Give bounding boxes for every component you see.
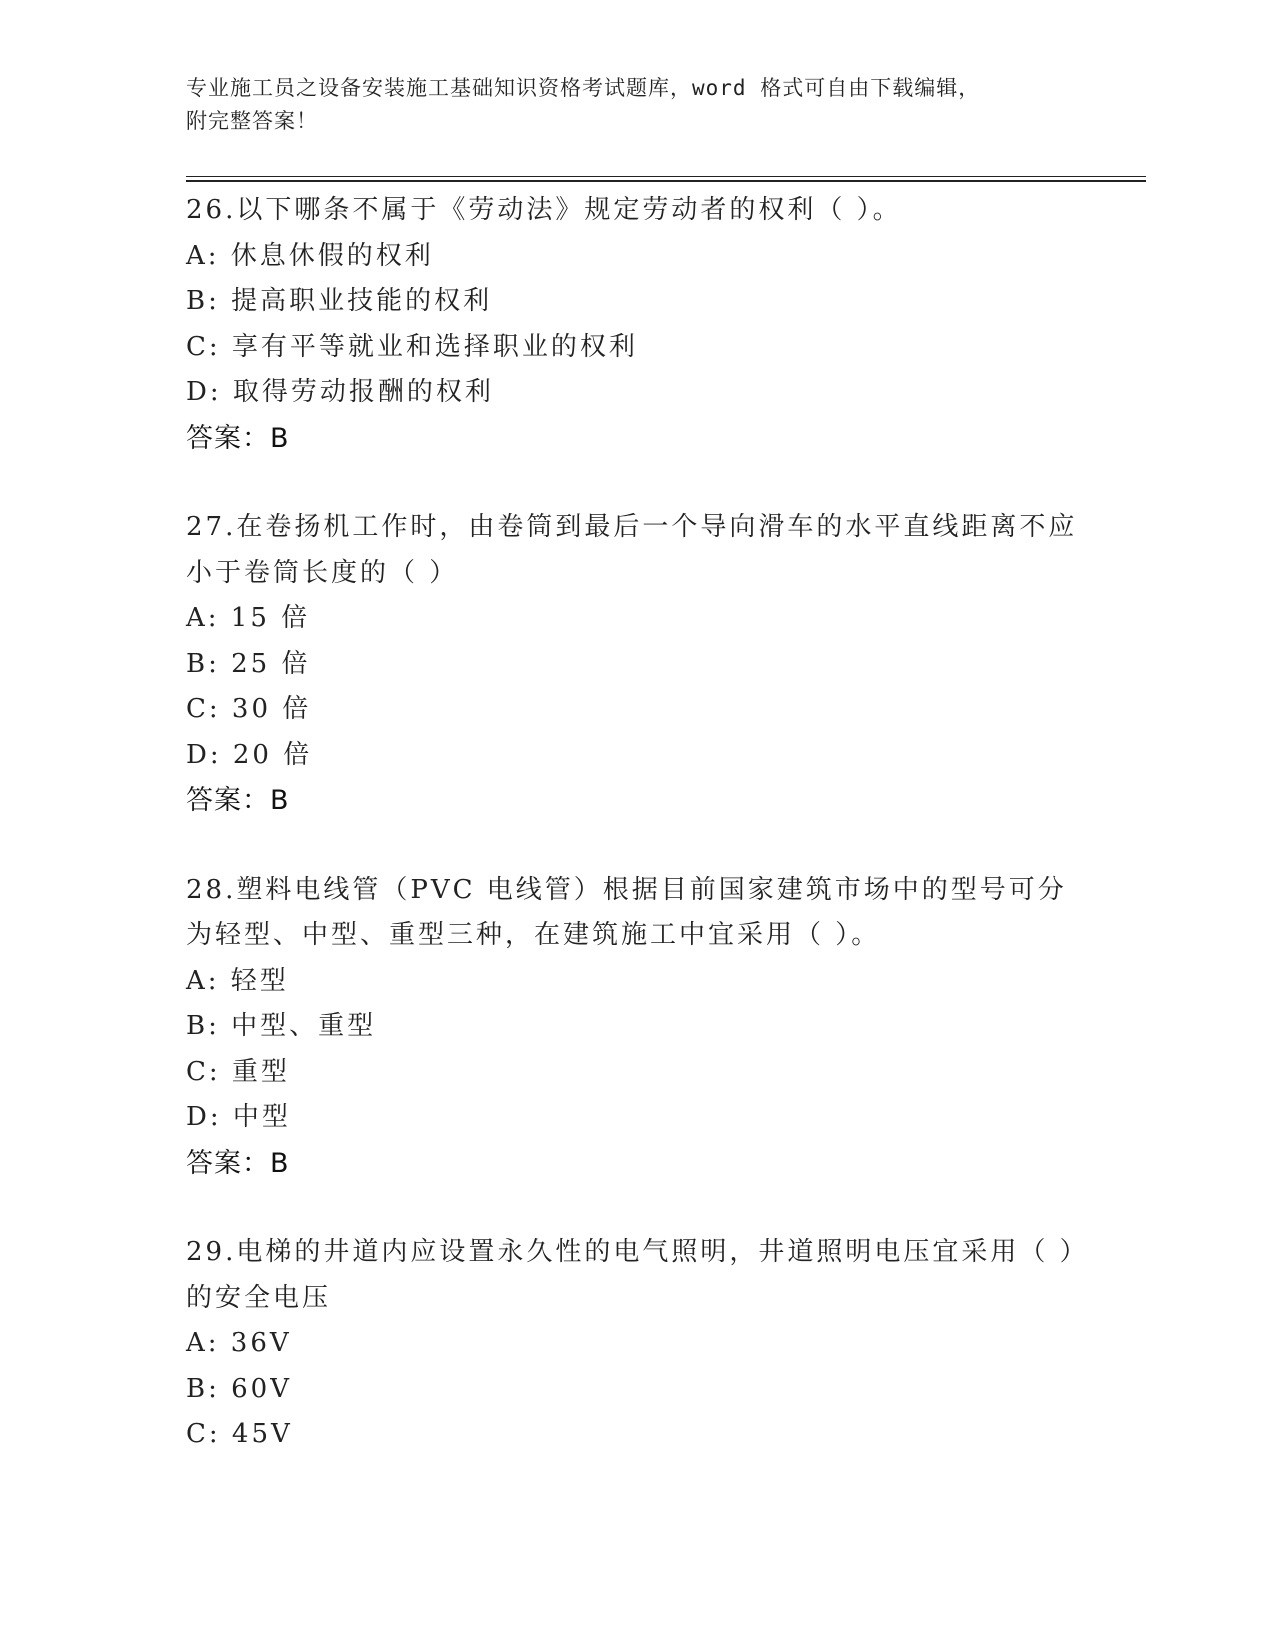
question-stem: 27.在卷扬机工作时，由卷筒到最后一个导向滑车的水平直线距离不应小于卷筒长度的（ ） <box>186 512 1078 588</box>
question-stem: 29.电梯的井道内应设置永久性的电气照明，井道照明电压宜采用（ ）的安全电压 <box>186 1237 1076 1313</box>
answer-line: 答案：B <box>186 785 290 816</box>
question-28 <box>186 868 1086 1187</box>
option-a: A: 15 倍 <box>186 603 311 633</box>
header-line-1: 专业施工员之设备安装施工基础知识资格考试题库，word 格式可自由下载编辑， <box>186 76 981 100</box>
question-stem: 26.以下哪条不属于《劳动法》规定劳动者的权利（ ）。 <box>186 195 902 225</box>
document-header <box>186 72 1086 138</box>
option-d: D: 中型 <box>186 1102 291 1132</box>
header-divider-thin <box>186 176 1146 177</box>
option-b: B: 60V <box>186 1373 292 1404</box>
option-d: D: 20 倍 <box>186 739 313 770</box>
option-b: B: 25 倍 <box>186 648 311 679</box>
question-29 <box>186 1230 1086 1458</box>
answer-line: 答案：B <box>186 422 290 454</box>
option-c: C: 享有平等就业和选择职业的权利 <box>186 331 638 362</box>
option-b: B: 中型、重型 <box>186 1011 377 1041</box>
option-c: C: 重型 <box>186 1056 290 1087</box>
option-c: C: 30 倍 <box>186 694 312 724</box>
header-line-2: 附完整答案！ <box>186 109 318 133</box>
question-27 <box>186 505 1086 824</box>
question-stem: 28.塑料电线管（PVC 电线管）根据目前国家建筑市场中的型号可分为轻型、中型、重型三种，在建筑施工中宜采用（ ）。 <box>186 874 1067 950</box>
option-a: A: 36V <box>186 1328 292 1358</box>
option-a: A: 轻型 <box>186 965 289 996</box>
option-d: D: 取得劳动报酬的权利 <box>186 377 494 407</box>
question-26 <box>186 188 1086 461</box>
option-c: C: 45V <box>186 1419 293 1449</box>
option-a: A: 休息休假的权利 <box>186 240 434 271</box>
option-b: B: 提高职业技能的权利 <box>186 286 493 316</box>
question-list <box>186 188 1086 1502</box>
header-divider-thick <box>186 180 1146 182</box>
answer-line: 答案：B <box>186 1147 290 1179</box>
